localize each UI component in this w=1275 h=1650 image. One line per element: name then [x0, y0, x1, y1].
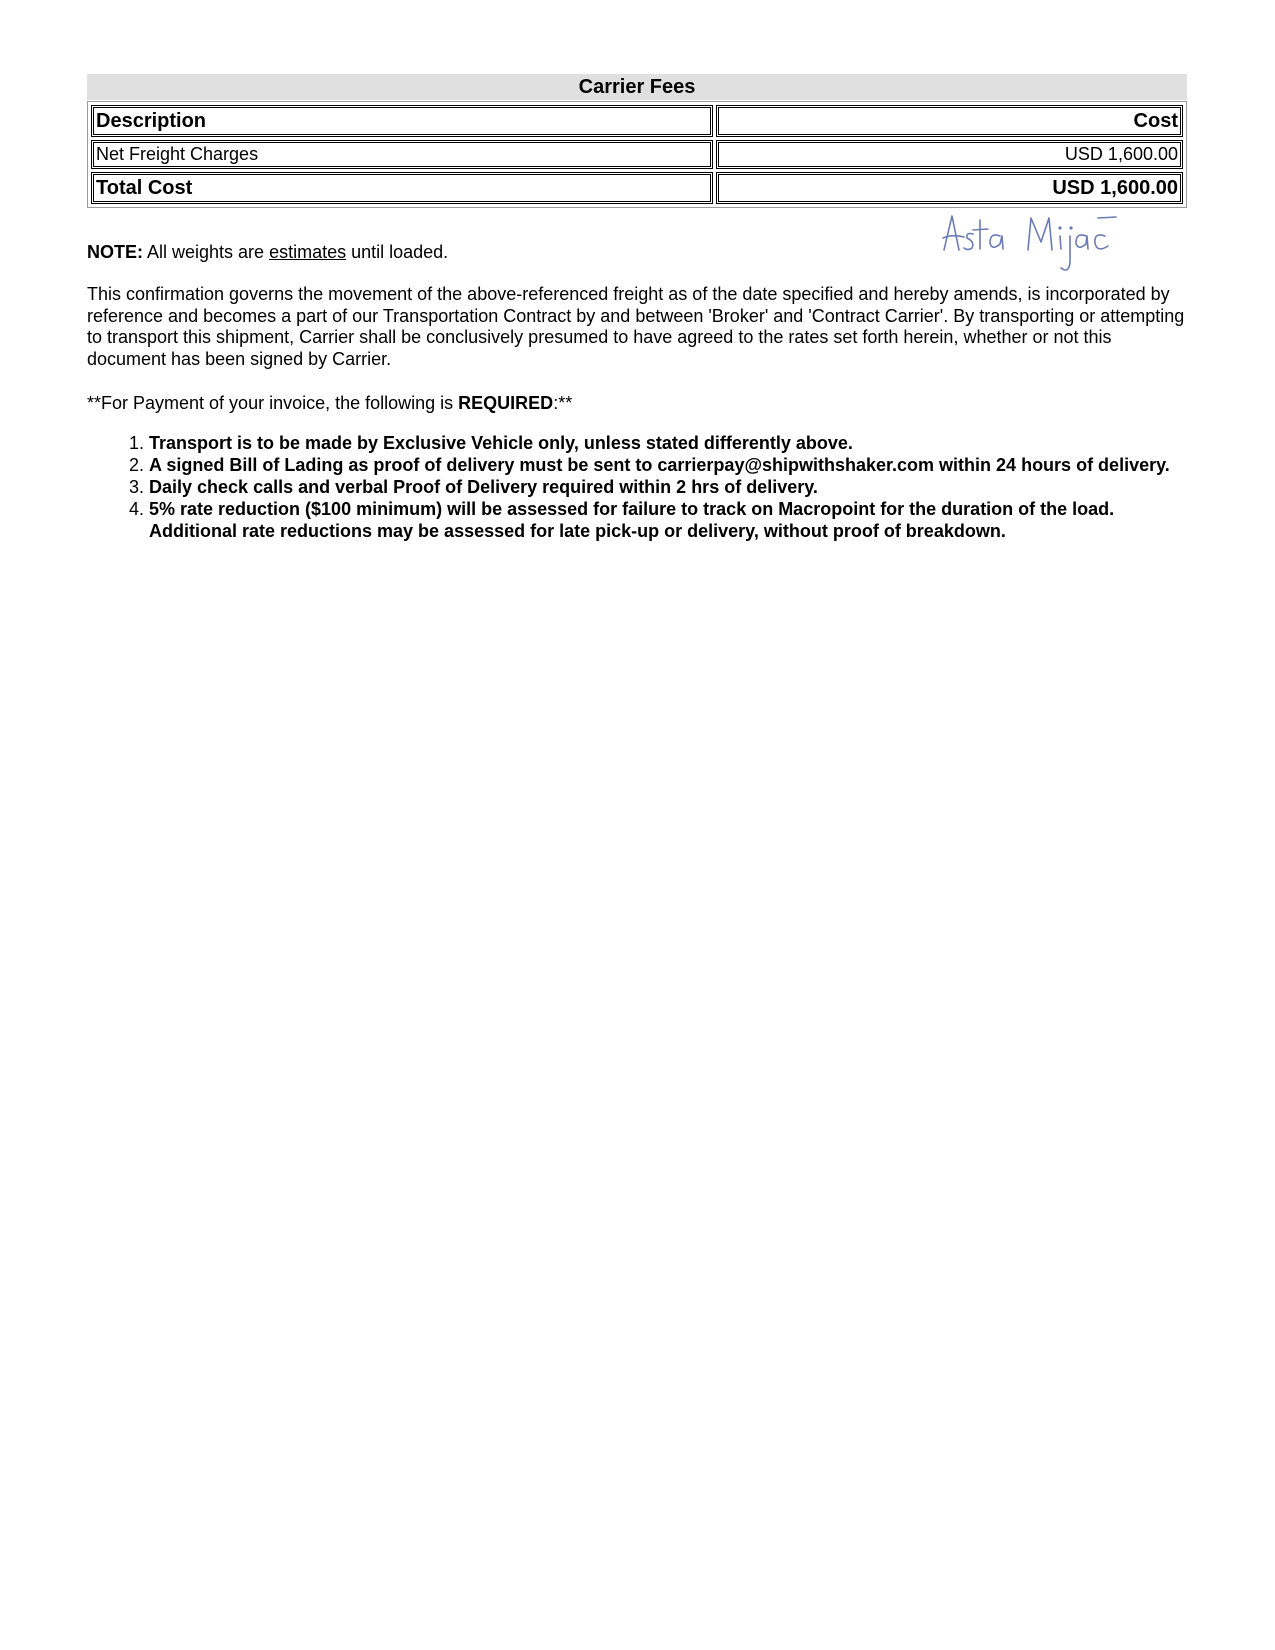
carrier-fees-table: [87, 101, 1187, 208]
table-row: [91, 140, 1183, 169]
header-cost: Cost: [716, 105, 1183, 137]
payment-suffix: :**: [553, 393, 573, 413]
total-row: [91, 172, 1183, 204]
list-item: 4. 5% rate reduction ($100 minimum) will be assessed for failure to track on Macropoint for the duration of the load. Additional rate reductions may be assessed for late pick-up or delivery, without proof of breakdown.: [149, 498, 1187, 542]
note-text-after: until loaded.: [346, 242, 449, 262]
requirements-list: [87, 432, 1187, 542]
header-description: Description: [91, 105, 713, 137]
note-underlined: estimates: [269, 242, 347, 262]
total-cost: USD 1,600.00: [716, 172, 1183, 204]
payment-required-line: [87, 392, 572, 414]
table-header-row: [91, 105, 1183, 137]
note-label: NOTE:: [87, 242, 143, 262]
confirmation-paragraph: This confirmation governs the movement of the above-referenced freight as of the date specified and hereby amends, is incorporated by reference and becomes a part of our Transportation Contract by and between 'Broker' and 'Contract Carrier'. By transporting or attempting to transport this shipment, Carrier shall be conclusively presumed to have agreed to the rates set forth herein, whether or not this document has been signed by Carrier.: [87, 284, 1185, 369]
list-item: 3. Daily check calls and verbal Proof of Delivery required within 2 hrs of delivery.: [149, 476, 1187, 498]
list-item: 2. A signed Bill of Lading as proof of delivery must be sent to carrierpay@shipwithshaker.com within 24 hours of delivery.: [149, 454, 1187, 476]
list-item: 1. Transport is to be made by Exclusive Vehicle only, unless stated differently above.: [149, 432, 1187, 454]
carrier-fees-title: Carrier Fees: [87, 74, 1187, 100]
row-cost: USD 1,600.00: [716, 140, 1183, 169]
payment-required-bold: REQUIRED: [458, 393, 554, 413]
total-description: Total Cost: [91, 172, 713, 204]
row-description: Net Freight Charges: [91, 140, 713, 169]
payment-prefix: **For Payment of your invoice, the following is: [87, 393, 459, 413]
weights-note: [87, 241, 448, 263]
carrier-fees-section: [87, 74, 1187, 208]
note-text-before: All weights are: [143, 242, 270, 262]
handwritten-signature: [940, 212, 1140, 282]
